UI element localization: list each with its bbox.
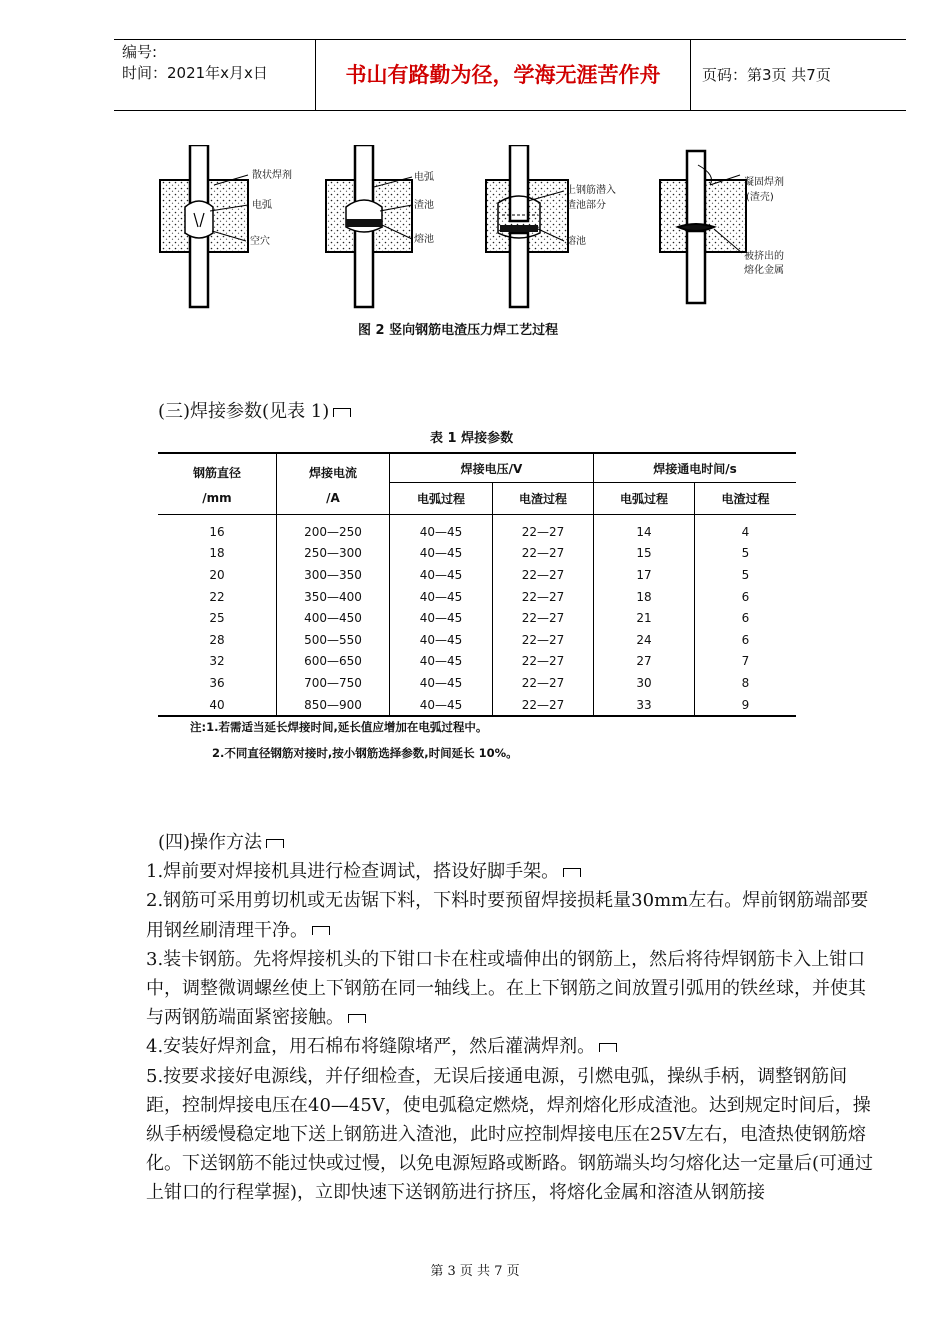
table-row [158, 629, 796, 651]
table-cell: 250—300 [277, 543, 390, 565]
step-5 [146, 1062, 881, 1208]
section-4 [146, 828, 881, 1208]
table-cell: 36 [158, 672, 277, 694]
section-3-title [158, 397, 351, 423]
table-cell: 32 [158, 651, 277, 673]
header-diameter-line2: /mm [202, 490, 232, 505]
header-page-label: 页码：第3页 共7页 [702, 66, 831, 84]
table-notes [190, 714, 518, 766]
step-4 [146, 1032, 881, 1061]
table-row [158, 651, 796, 673]
table-cell: 4 [741, 524, 750, 539]
section-4-title-text: (四)操作方法 [158, 832, 263, 853]
table-note-2: 2.不同直径钢筋对接时,按小钢筋选择参数,时间延长 10%。 [212, 746, 518, 760]
table-cell: 18 [158, 543, 277, 565]
welding-process-figure [150, 145, 810, 315]
table-cell: 40 [158, 694, 277, 717]
paragraph-mark-icon [312, 926, 330, 935]
table-cell: 25 [158, 607, 277, 629]
label-molten-pool-1: 熔池 [414, 234, 434, 245]
paragraph-mark-icon [266, 839, 284, 848]
table-cell: 700—750 [277, 672, 390, 694]
table-cell: 17 [594, 564, 695, 586]
label-arc-1: 电弧 [252, 200, 272, 211]
label-upper-bar-1: 上钢筋潜入 [566, 185, 616, 196]
table-cell: 850—900 [277, 694, 390, 717]
label-slag-pool: 渣池 [414, 200, 434, 211]
table-cell: 30 [594, 672, 695, 694]
table-cell: 22—27 [493, 694, 594, 717]
header-time: 焊接通电时间/s [594, 453, 797, 483]
label-extruded-1: 被挤出的 [744, 251, 784, 262]
step-4-text: 4.安装好焊剂盒，用石棉布将缝隙堵严，然后灌满焊剂。 [146, 1036, 596, 1058]
step-2-text: 2.钢筋可采用剪切机或无齿锯下料，下料时要预留焊接损耗量30mm左右。焊前钢筋端部要用钢丝刷清理干净。 [146, 890, 869, 941]
table-cell: 22—27 [493, 564, 594, 586]
table-cell: 6 [741, 589, 750, 604]
time-label: 时间：2021年x月x日 [122, 64, 268, 82]
table-cell: 27 [594, 651, 695, 673]
step-5-text: 5.按要求接好电源线，并仔细检查，无误后接通电源，引燃电弧，操纵手柄，调整钢筋间距，控制焊接电压在40—45V，使电弧稳定燃烧，焊剂熔化形成渣池。达到规定时间后，操纵手柄缓慢稳定地下送上钢筋进入渣池，此时应控制焊接电压在25V左右，电渣热使钢筋熔化。下送钢筋不能过快或过慢，以免电源短路或断路。钢筋端头均匀熔化达一定量后(可通过上钳口的行程掌握)，立即快速下送钢筋进行挤压，将熔化金属和溶渣从钢筋接 [146, 1065, 874, 1204]
table-cell: 7 [741, 654, 750, 669]
table-cell: 9 [741, 697, 750, 712]
label-molten-pool-2: 熔池 [566, 236, 586, 247]
table-row [158, 607, 796, 629]
table-cell: 22—27 [493, 651, 594, 673]
step-2 [146, 886, 881, 944]
table-cell: 40—45 [390, 694, 493, 717]
table-cell: 40—45 [390, 607, 493, 629]
header-current [277, 453, 390, 515]
step-3 [146, 945, 881, 1033]
paragraph-mark-icon [563, 868, 581, 877]
table-row [158, 672, 796, 694]
stage-4-diagram [660, 151, 784, 303]
step-1 [146, 857, 881, 886]
stage-1-diagram [160, 145, 292, 307]
table-cell: 40—45 [390, 515, 493, 543]
table-cell: 16 [158, 515, 277, 543]
table-cell: 5 [741, 546, 750, 561]
table-cell: 40—45 [390, 629, 493, 651]
header-motto: 书山有路勤为径，学海无涯苦作舟 [316, 40, 691, 110]
table-cell: 6 [741, 632, 750, 647]
table-cell: 200—250 [277, 515, 390, 543]
stage-2-diagram [326, 145, 434, 307]
table-cell: 22—27 [493, 607, 594, 629]
table-cell: 40—45 [390, 651, 493, 673]
table-cell: 28 [158, 629, 277, 651]
step-3-text: 3.装卡钢筋。先将焊接机头的下钳口卡在柱或墙伸出的钢筋上，然后将待焊钢筋卡入上钳口中，调整微调螺丝使上下钢筋在同一轴线上。在上下钢筋之间放置引弧用的铁丝球，并使其与两钢筋端面紧密接触。 [146, 948, 866, 1029]
header-current-line1: 焊接电流 [308, 465, 357, 480]
table-cell: 40—45 [390, 564, 493, 586]
table-row [158, 586, 796, 608]
table-cell: 350—400 [277, 586, 390, 608]
table-cell: 24 [594, 629, 695, 651]
table-cell: 15 [594, 543, 695, 565]
table-cell: 22—27 [493, 543, 594, 565]
paragraph-mark-icon [599, 1043, 617, 1052]
subheader-slag-time: 电渣过程 [721, 492, 770, 507]
table-cell: 8 [741, 675, 750, 690]
table-cell: 300—350 [277, 564, 390, 586]
table-row [158, 543, 796, 565]
paragraph-mark-icon [333, 408, 351, 417]
table-cell: 500—550 [277, 629, 390, 651]
table-cell: 33 [594, 694, 695, 717]
header-diameter [158, 453, 277, 515]
table-row [158, 564, 796, 586]
table-cell: 18 [594, 586, 695, 608]
table-cell: 22—27 [493, 586, 594, 608]
table-row [158, 515, 796, 543]
stage-3-diagram [486, 145, 616, 307]
table-cell: 14 [594, 515, 695, 543]
header-current-line2: /A [326, 490, 340, 505]
table-cell: 6 [741, 611, 750, 626]
header-voltage: 焊接电压/V [390, 453, 594, 483]
label-solid-flux-2: (渣壳) [746, 192, 774, 203]
number-label: 编号: [122, 43, 158, 61]
paragraph-mark-icon [348, 1014, 366, 1023]
table-cell: 400—450 [277, 607, 390, 629]
header-meta [114, 40, 316, 110]
label-extruded-2: 熔化金属 [744, 265, 784, 276]
label-arc-2: 电弧 [414, 172, 434, 183]
table-cell: 40—45 [390, 543, 493, 565]
table-cell: 40—45 [390, 672, 493, 694]
table-cell: 22 [158, 586, 277, 608]
table-cell: 20 [158, 564, 277, 586]
subheader-slag-voltage: 电渣过程 [493, 483, 594, 515]
table-cell: 22—27 [493, 672, 594, 694]
table-note-1: 注:1.若需适当延长焊接时间,延长值应增加在电弧过程中。 [190, 720, 488, 734]
header-diameter-line1: 钢筋直径 [192, 465, 241, 480]
table-cell: 21 [594, 607, 695, 629]
label-cavity: 空穴 [250, 236, 270, 247]
step-1-text: 1.焊前要对焊接机具进行检查调试，搭设好脚手架。 [146, 861, 560, 883]
label-flux: 散状焊剂 [252, 170, 292, 181]
table-cell: 5 [741, 567, 750, 582]
section-3-title-text: (三)焊接参数(见表 1) [158, 401, 330, 422]
table-cell: 600—650 [277, 651, 390, 673]
subheader-arc-voltage: 电弧过程 [390, 483, 493, 515]
table-cell: 40—45 [390, 586, 493, 608]
table-caption: 表 1 焊接参数 [430, 431, 514, 446]
table-row [158, 694, 796, 717]
page-footer: 第 3 页 共 7 页 [430, 1264, 520, 1279]
welding-params-table [158, 452, 796, 717]
label-solid-flux-1: 凝固焊剂 [744, 177, 784, 188]
page-header [114, 39, 906, 111]
table-cell: 22—27 [493, 629, 594, 651]
section-4-title [146, 828, 881, 857]
subheader-arc-time: 电弧过程 [594, 483, 695, 515]
table-cell: 22—27 [493, 515, 594, 543]
label-upper-bar-2: 渣池部分 [566, 200, 606, 211]
figure-caption: 图 2 竖向钢筋电渣压力焊工艺过程 [358, 323, 559, 338]
